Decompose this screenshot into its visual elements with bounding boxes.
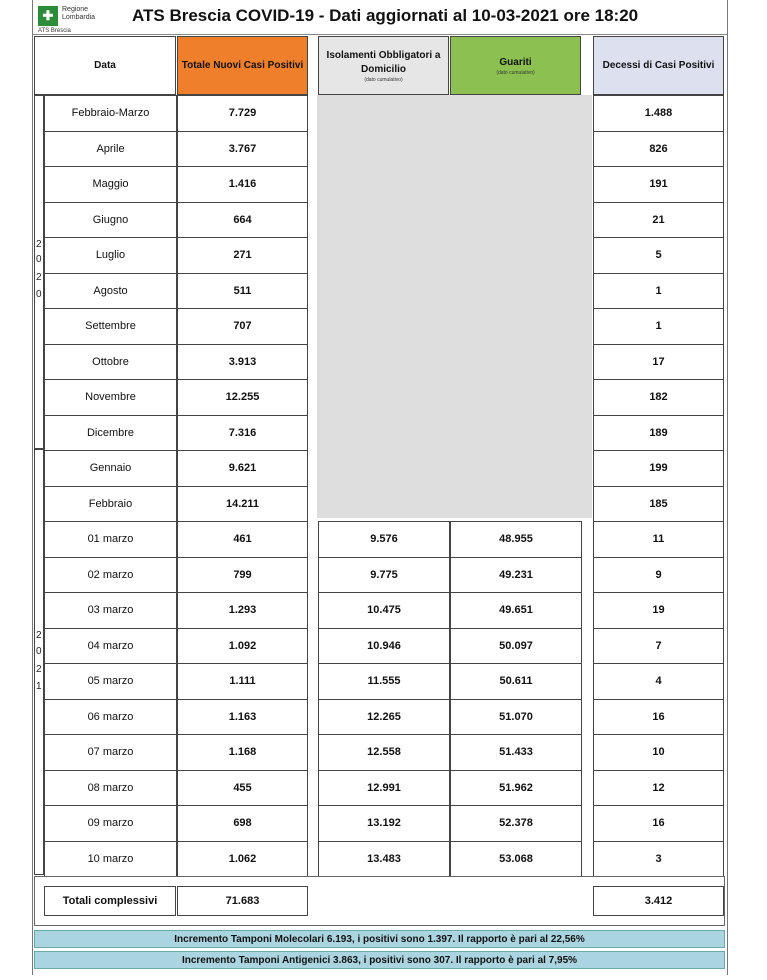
- cell-decessi: 1.488: [593, 95, 724, 132]
- cell-nuovi-casi: 511: [177, 273, 308, 310]
- logo-text-line2: Lombardia: [62, 14, 96, 21]
- header-guariti: [450, 36, 581, 95]
- footer-antigenici: Incremento Tamponi Antigenici 3.863, i positivi sono 307. Il rapporto è pari al 7,95%: [34, 951, 725, 969]
- cell-nuovi-casi: 461: [177, 521, 308, 558]
- cell-data: 10 marzo: [44, 841, 177, 878]
- year-2021-char: 2: [36, 664, 42, 675]
- cell-data: 08 marzo: [44, 770, 177, 807]
- cell-data: 03 marzo: [44, 592, 177, 629]
- cell-nuovi-casi: 799: [177, 557, 308, 594]
- cell-data: Febbraio: [44, 486, 177, 523]
- cell-data: Settembre: [44, 308, 177, 345]
- cell-data: Agosto: [44, 273, 177, 310]
- cell-nuovi-casi: 664: [177, 202, 308, 239]
- cell-data: Luglio: [44, 237, 177, 274]
- page-title: ATS Brescia COVID-19 - Dati aggiornati al 10-03-2021 ore 18:20: [132, 6, 639, 25]
- cell-data: 01 marzo: [44, 521, 177, 558]
- cross-icon: ✚: [38, 6, 58, 26]
- cell-isolamenti: 9.576: [318, 521, 450, 558]
- cell-decessi: 5: [593, 237, 724, 274]
- cell-nuovi-casi: 7.729: [177, 95, 308, 132]
- cell-isolamenti: 13.483: [318, 841, 450, 878]
- header-decessi: Decessi di Casi Positivi: [593, 36, 724, 95]
- cell-guariti: 51.070: [450, 699, 582, 736]
- totals-label: Totali complessivi: [44, 886, 176, 916]
- year-2020-char: 2: [36, 272, 42, 283]
- header-isolamenti: [318, 36, 449, 95]
- cell-decessi: 17: [593, 344, 724, 381]
- cell-decessi: 9: [593, 557, 724, 594]
- cell-nuovi-casi: 3.767: [177, 131, 308, 168]
- cell-guariti: 52.378: [450, 805, 582, 842]
- cell-decessi: 11: [593, 521, 724, 558]
- cell-nuovi-casi: 14.211: [177, 486, 308, 523]
- cell-data: Giugno: [44, 202, 177, 239]
- cell-decessi: 3: [593, 841, 724, 878]
- year-2021-box: [34, 449, 44, 875]
- cell-decessi: 191: [593, 166, 724, 203]
- cell-isolamenti: 12.265: [318, 699, 450, 736]
- cell-guariti: 51.433: [450, 734, 582, 771]
- cell-data: 02 marzo: [44, 557, 177, 594]
- cell-isolamenti: 11.555: [318, 663, 450, 700]
- cell-data: Febbraio-Marzo: [44, 95, 177, 132]
- cell-isolamenti: 12.991: [318, 770, 450, 807]
- cell-decessi: 1: [593, 308, 724, 345]
- totals-frame: [34, 876, 725, 926]
- cell-data: Maggio: [44, 166, 177, 203]
- year-2021-char: 1: [36, 681, 42, 692]
- cell-guariti: 51.962: [450, 770, 582, 807]
- cell-guariti: 50.611: [450, 663, 582, 700]
- cell-nuovi-casi: 1.168: [177, 734, 308, 771]
- cell-nuovi-casi: 1.163: [177, 699, 308, 736]
- cell-decessi: 10: [593, 734, 724, 771]
- cell-isolamenti: 9.775: [318, 557, 450, 594]
- header-isolamenti-note: (dato cumulativo): [364, 76, 403, 83]
- cell-nuovi-casi: 698: [177, 805, 308, 842]
- totals-nuovi: 71.683: [177, 886, 308, 916]
- cell-data: Gennaio: [44, 450, 177, 487]
- header-nuovi-casi: Totale Nuovi Casi Positivi: [177, 36, 308, 95]
- cell-decessi: 16: [593, 699, 724, 736]
- cell-nuovi-casi: 1.111: [177, 663, 308, 700]
- cell-isolamenti: 10.475: [318, 592, 450, 629]
- cell-decessi: 182: [593, 379, 724, 416]
- cell-decessi: 7: [593, 628, 724, 665]
- cell-isolamenti: 13.192: [318, 805, 450, 842]
- year-2020-char: 0: [36, 289, 42, 300]
- cell-decessi: 16: [593, 805, 724, 842]
- cell-decessi: 1: [593, 273, 724, 310]
- cell-decessi: 4: [593, 663, 724, 700]
- cell-decessi: 21: [593, 202, 724, 239]
- cell-decessi: 19: [593, 592, 724, 629]
- cell-data: 07 marzo: [44, 734, 177, 771]
- year-2020-char: 0: [36, 254, 42, 265]
- title-divider: [32, 34, 727, 35]
- cell-nuovi-casi: 707: [177, 308, 308, 345]
- totals-decessi: 3.412: [593, 886, 724, 916]
- cell-nuovi-casi: 271: [177, 237, 308, 274]
- cell-guariti: 53.068: [450, 841, 582, 878]
- cell-nuovi-casi: 1.062: [177, 841, 308, 878]
- header-guariti-label: Guariti: [499, 56, 532, 68]
- footer-molecolari: Incremento Tamponi Molecolari 6.193, i positivi sono 1.397. Il rapporto è pari al 22,56%: [34, 930, 725, 948]
- header-data: Data: [34, 36, 176, 95]
- year-2021-char: 2: [36, 630, 42, 641]
- cell-data: 04 marzo: [44, 628, 177, 665]
- cell-decessi: 826: [593, 131, 724, 168]
- cell-data: 06 marzo: [44, 699, 177, 736]
- cell-nuovi-casi: 455: [177, 770, 308, 807]
- cell-decessi: 185: [593, 486, 724, 523]
- header-guariti-note: (dato cumulativo): [496, 69, 535, 76]
- empty-grey-region: [317, 95, 592, 518]
- cell-decessi: 189: [593, 415, 724, 452]
- cell-nuovi-casi: 1.293: [177, 592, 308, 629]
- cell-data: 09 marzo: [44, 805, 177, 842]
- cell-isolamenti: 12.558: [318, 734, 450, 771]
- cell-decessi: 199: [593, 450, 724, 487]
- cell-nuovi-casi: 3.913: [177, 344, 308, 381]
- cell-data: Aprile: [44, 131, 177, 168]
- cell-guariti: 49.231: [450, 557, 582, 594]
- cell-data: Dicembre: [44, 415, 177, 452]
- cell-nuovi-casi: 9.621: [177, 450, 308, 487]
- cell-nuovi-casi: 7.316: [177, 415, 308, 452]
- cell-guariti: 50.097: [450, 628, 582, 665]
- header-isolamenti-label: Isolamenti Obbligatori a Domicilio: [326, 49, 441, 75]
- cell-nuovi-casi: 1.416: [177, 166, 308, 203]
- cell-isolamenti: 10.946: [318, 628, 450, 665]
- logo-text-line1: Regione: [62, 6, 89, 13]
- cell-nuovi-casi: 1.092: [177, 628, 308, 665]
- logo-text-line3: ATS Brescia: [38, 28, 71, 34]
- year-2021-char: 0: [36, 646, 42, 657]
- regione-lombardia-logo: [38, 4, 118, 34]
- cell-data: Novembre: [44, 379, 177, 416]
- cell-decessi: 12: [593, 770, 724, 807]
- cell-nuovi-casi: 12.255: [177, 379, 308, 416]
- cell-data: Ottobre: [44, 344, 177, 381]
- cell-guariti: 49.651: [450, 592, 582, 629]
- cell-guariti: 48.955: [450, 521, 582, 558]
- cell-data: 05 marzo: [44, 663, 177, 700]
- year-2020-char: 2: [36, 239, 42, 250]
